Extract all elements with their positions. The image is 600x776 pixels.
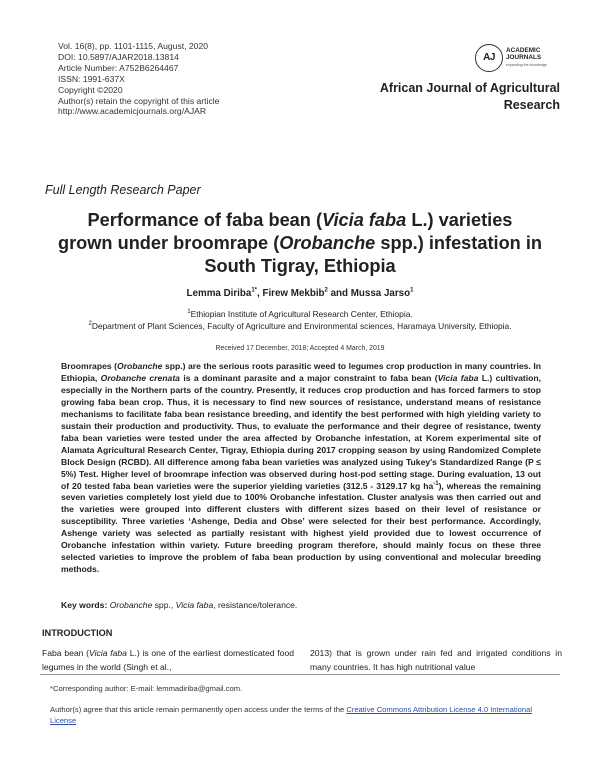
affiliation-text: Department of Plant Sciences, Faculty of Agriculture and Environmental sciences, Haramaya University, Ethiopia. [91,321,512,331]
author-separator: and [327,288,351,299]
license-notice [50,705,560,726]
abstract-species: Orobanche crenata [100,372,180,383]
abstract-text: spp.) are the serious roots parasitic weed to legumes crop production in many countries. In Ethiopia, [61,361,541,383]
academic-journals-logo-icon: AJ [475,44,503,72]
journal-title-line2: Research [503,98,560,112]
publisher-tagline: expanding the knowledge [506,63,547,67]
meta-volume: Vol. 16(8), pp. 1101-1115, August, 2020 [58,41,209,51]
footnote-divider [40,674,560,675]
body-text: Faba bean ( [42,648,90,658]
keyword-text: spp., [152,600,176,610]
publisher-name-line2: JOURNALS [506,54,542,61]
abstract-text: ), whereas the remaining seven varieties completely lost yield due to 100% Orobanche infestation. Cluster analysis was then carried out and the varieties were grouped into different clusters with different sizes based on their level of resistance or susceptibility. Three varieties ‘Ashenge, Dedia and Obse’ were selected for their best performance. Accordingly, Ashenge variety was selected as partially resistant with highest yield provided due to lowest occurrence of Orobanche infestation within variety. Future breeding program therefore, should mainly focus on these three selected varieties to improve the problem of faba bean production by using conventional and molecular breeding methods. [61,480,541,575]
article-metadata [58,41,219,117]
section-heading-introduction: INTRODUCTION [42,628,113,638]
meta-issn: ISSN: 1991-637X [58,73,125,84]
journal-title [340,80,560,114]
author-separator: , [257,288,263,299]
license-link[interactable]: Creative Commons Attribution License 4.0 International License [50,705,533,725]
keyword: Orobanche [109,600,153,610]
keyword-text: , resistance/tolerance. [213,600,298,610]
title-text: Performance of faba bean ( [87,210,323,230]
body-column-left [42,646,294,674]
meta-url[interactable]: http://www.academicjournals.org/AJAR [58,106,207,117]
meta-copyright: Copyright ©2020 [58,84,123,95]
abstract-text: Broomrapes ( [61,361,118,371]
body-species: Vicia faba [89,648,127,658]
title-line-2 [30,232,570,255]
meta-article-number: Article Number: A752B6264467 [58,62,179,73]
title-species: Vicia faba [322,210,407,230]
title-text: grown under broomrape ( [57,233,280,253]
abstract-unit-exponent: -1 [433,480,439,487]
affiliation-mark: 1 [187,309,191,316]
abstract [61,361,541,576]
received-accepted-dates: Received 17 December, 2018; Accepted 4 March, 2019 [215,345,385,352]
affiliation-text: Ethiopian Institute of Agricultural Research Center, Ethiopia. [190,309,413,319]
author-list [0,288,600,299]
title-line-3: South Tigray, Ethiopia [204,256,396,276]
abstract-genus: Orobanche [117,361,163,371]
author-name[interactable]: Lemma Diriba [186,288,252,299]
license-text: Author(s) agree that this article remain permanently open access under the terms of the [50,705,347,714]
abstract-species: Vicia faba [437,372,479,383]
publisher-name-line1: ACADEMIC [506,47,541,54]
affiliation-1 [0,309,600,319]
keywords [61,600,297,610]
body-column-right: 2013) that is grown under rain fed and irrigated conditions in many countries. It has high nutritional value [310,648,562,672]
body-text: L.) is one of the earliest domesticated food legumes in the world (Singh et al., [42,648,295,672]
meta-rights: Author(s) retain the copyright of this article [58,95,220,106]
title-genus: Orobanche [279,233,376,253]
corresponding-author: *Corresponding author: E-mail: lemmadiriba@gmail.com. [50,684,243,693]
journal-title-line1: African Journal of Agricultural [379,81,560,95]
title-text: L.) varieties [406,210,513,230]
affiliation-mark: 2 [88,321,92,328]
title-text: spp.) infestation in [375,233,543,253]
meta-doi[interactable]: DOI: 10.5897/AJAR2018.13814 [58,51,179,62]
paper-type: Full Length Research Paper [45,183,201,197]
title-line-1 [30,209,570,232]
keywords-label: Key words: [61,600,108,610]
author-affiliation-mark: 1 [410,287,414,294]
publisher-name [506,47,541,61]
paper-title [30,209,570,278]
author-affiliation-mark: 1* [251,287,258,294]
author-affiliation-mark: 2 [324,287,328,294]
affiliation-2 [0,321,600,331]
keyword: Vicia faba [175,600,214,610]
abstract-text: is a dominant parasite and a major constraint to faba bean ( [179,372,438,383]
abstract-text: L.) cultivation, especially in the Northern parts of the country. Presently, it reduces crop production and has forced farmers to stop growing faba bean crop. Thus, it is necessary to find new sources of resistance, understand means of resistance mechanisms to facilitate faba bean resistance breeding, and identify the best performed with high yielding variety to sustain their production and productivity. Thus, to evaluate the performance and their degree of resistance, twenty faba bean varieties were tested under the area affected by Orobanche infestation, at Korem experimental site of Alamata Agricultural Research Center, Tigray, Ethiopia during 2017 cropping season by using Randomized Complete Block Design (RCBD). All difference among faba bean varieties was analyzed using Tukey's Standardized Range (P ≤ 5%) Test. Higher level of broomrape infection was observed during host-pod setting stage. During evaluation, 13 out of 20 tested faba bean varieties were the superior yielding varieties (312.5 - 3129.17 kg ha [61,372,542,491]
author-name[interactable]: Mussa Jarso [350,288,411,299]
author-name[interactable]: Firew Mekbib [262,288,325,299]
